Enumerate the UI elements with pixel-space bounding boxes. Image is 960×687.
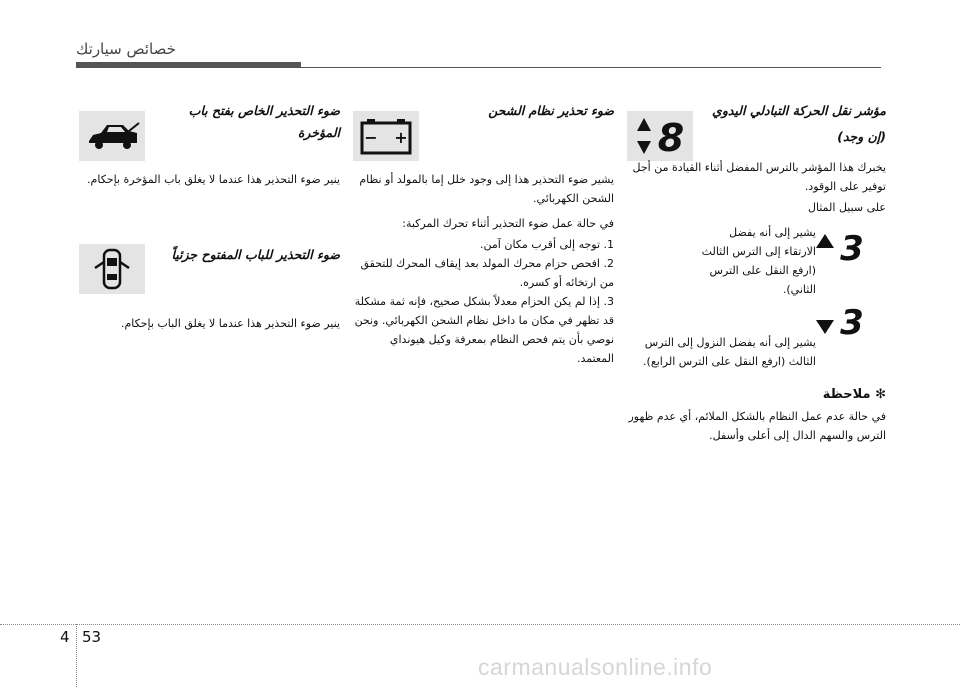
page-number: 53 <box>82 628 102 646</box>
note-text: في حالة عدم عمل النظام بالشكل الملائم، أي عدم ظهور الترس والسهم الدال إلى أعلى وأسفل. <box>628 410 886 442</box>
door-open-text: ينير ضوء التحذير هذا عندما لا يغلق الباب بإحكام. <box>120 317 340 330</box>
note-icon: ✻ <box>875 387 886 402</box>
door-open-title: ضوء التحذير للباب المفتوح جزئياً <box>171 247 340 262</box>
watermark: carmanualsonline.info <box>478 654 713 680</box>
charging-p2: في حالة عمل ضوء التحذير أثناء تحرك المركبة: <box>402 217 614 230</box>
chapter-number: 4 <box>60 628 70 646</box>
footer-divider <box>76 624 77 687</box>
svg-text:−: − <box>364 128 378 147</box>
svg-text:3: 3 <box>840 303 864 340</box>
charging-title: ضوء تحذير نظام الشحن <box>488 103 614 118</box>
charging-steps <box>352 235 614 368</box>
shift-indicator-title: مؤشر نقل الحركة التبادلي اليدوي <box>712 103 886 118</box>
header-title: خصائص سيارتك <box>76 40 176 58</box>
shift-indicator-example: على سبيل المثال <box>808 201 886 214</box>
shift-indicator-intro: يخبرك هذا المؤشر بالترس المفضل أثناء القيادة من أجل توفير على الوقود. <box>632 161 886 193</box>
shift-down-icon <box>814 298 866 340</box>
shift-down-text: يشير إلى أنه يفضل النزول إلى الترس الثالث (ارفع النقل على الترس الرابع). <box>643 336 816 368</box>
shift-up-text: يشير إلى أنه يفضل الارتقاء إلى الترس الثالث (ارفع النقل على الترس الثاني). <box>701 226 816 296</box>
gear-digit: 8 <box>657 116 685 160</box>
svg-text:+: + <box>394 128 408 147</box>
section-door-open <box>78 244 340 333</box>
list-item: 2. افحص حزام محرك المولد بعد إيقاف المحرك للتحقق من ارتخائه أو كسره. <box>360 257 614 289</box>
note-title: ✻ ملاحظة <box>822 387 886 402</box>
section-shift-indicator <box>626 100 886 445</box>
footer-rule <box>0 624 960 625</box>
header-rule <box>76 67 881 68</box>
charging-p1: يشير ضوء التحذير هذا إلى وجود خلل إما بالمولد أو نظام الشحن الكهربائي. <box>359 173 614 205</box>
tailgate-title: ضوء التحذير الخاص بفتح باب المؤخرة <box>188 103 340 140</box>
list-item: 1. توجه إلى أقرب مكان آمن. <box>480 238 614 251</box>
svg-text:3: 3 <box>840 229 864 264</box>
tailgate-text: ينير ضوء التحذير هذا عندما لا يغلق باب المؤخرة بإحكام. <box>87 173 340 186</box>
list-item: 3. إذا لم يكن الحزام معدلاً بشكل صحيح، فإنه ثمة مشكلة قد تظهر في مكان ما داخل نظام الشحن الكهربائي. ونحن نوصي بأن يتم فحص النظام بمعرفة وكيل هيونداي المعتمد. <box>354 295 614 365</box>
section-tailgate <box>78 100 340 189</box>
shift-up-icon <box>814 222 866 264</box>
section-charging-system <box>352 100 614 368</box>
shift-indicator-subtitle: (إن وجد) <box>837 129 886 144</box>
